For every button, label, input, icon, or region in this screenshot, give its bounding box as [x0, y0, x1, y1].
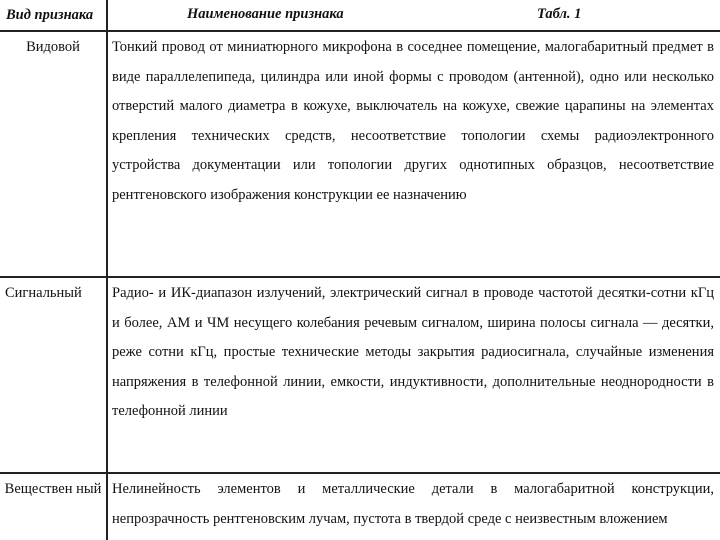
table-row: [0, 473, 720, 540]
table-number-label: Табл. 1: [537, 6, 582, 22]
header-kind: Вид признака: [0, 0, 107, 31]
row-kind: Веществен ный: [0, 473, 107, 540]
row-kind: Сигнальный: [0, 277, 107, 473]
header-name: Наименование признака: [187, 6, 344, 22]
row-description: Нелинейность элементов и металлические детали в малогабаритной конструкции, непрозрачность рентгеновским лучам, пустота в твердой среде с неизвестным вложением: [112, 481, 714, 527]
table-row: [0, 31, 720, 277]
table-row: [0, 277, 720, 473]
row-kind: Видовой: [0, 31, 107, 277]
row-description: Радио- и ИК-диапазон излучений, электрический сигнал в проводе частотой десятки-сотни кГц и более, АМ и ЧМ несущего колебания речевым сигналом, ширина полосы сигнала — десятки, реже сотни кГц, простые технические методы закрытия радиосигнала, случайные изменения напряжения в телефонной линии, емкости, индуктивности, дополнительные неоднородности в телефонной линии: [107, 277, 720, 473]
row-description: Тонкий провод от миниатюрного микрофона в соседнее помещение, малогабаритный предмет в виде параллелепипеда, цилиндра или иной формы с проводом (антенной), одно или несколько отверстий малого диаметра в кожухе, выключатель на кожухе, свежие царапины на элементах крепления технических средств, несоответствие топологии схемы радиоэлектронного устройства документации или топологии других однотипных образцов, несоответствие рентгеновского изображения конструкции ее назначению: [107, 31, 720, 277]
header-name-cell: [107, 0, 720, 31]
table-header-row: [0, 0, 720, 31]
